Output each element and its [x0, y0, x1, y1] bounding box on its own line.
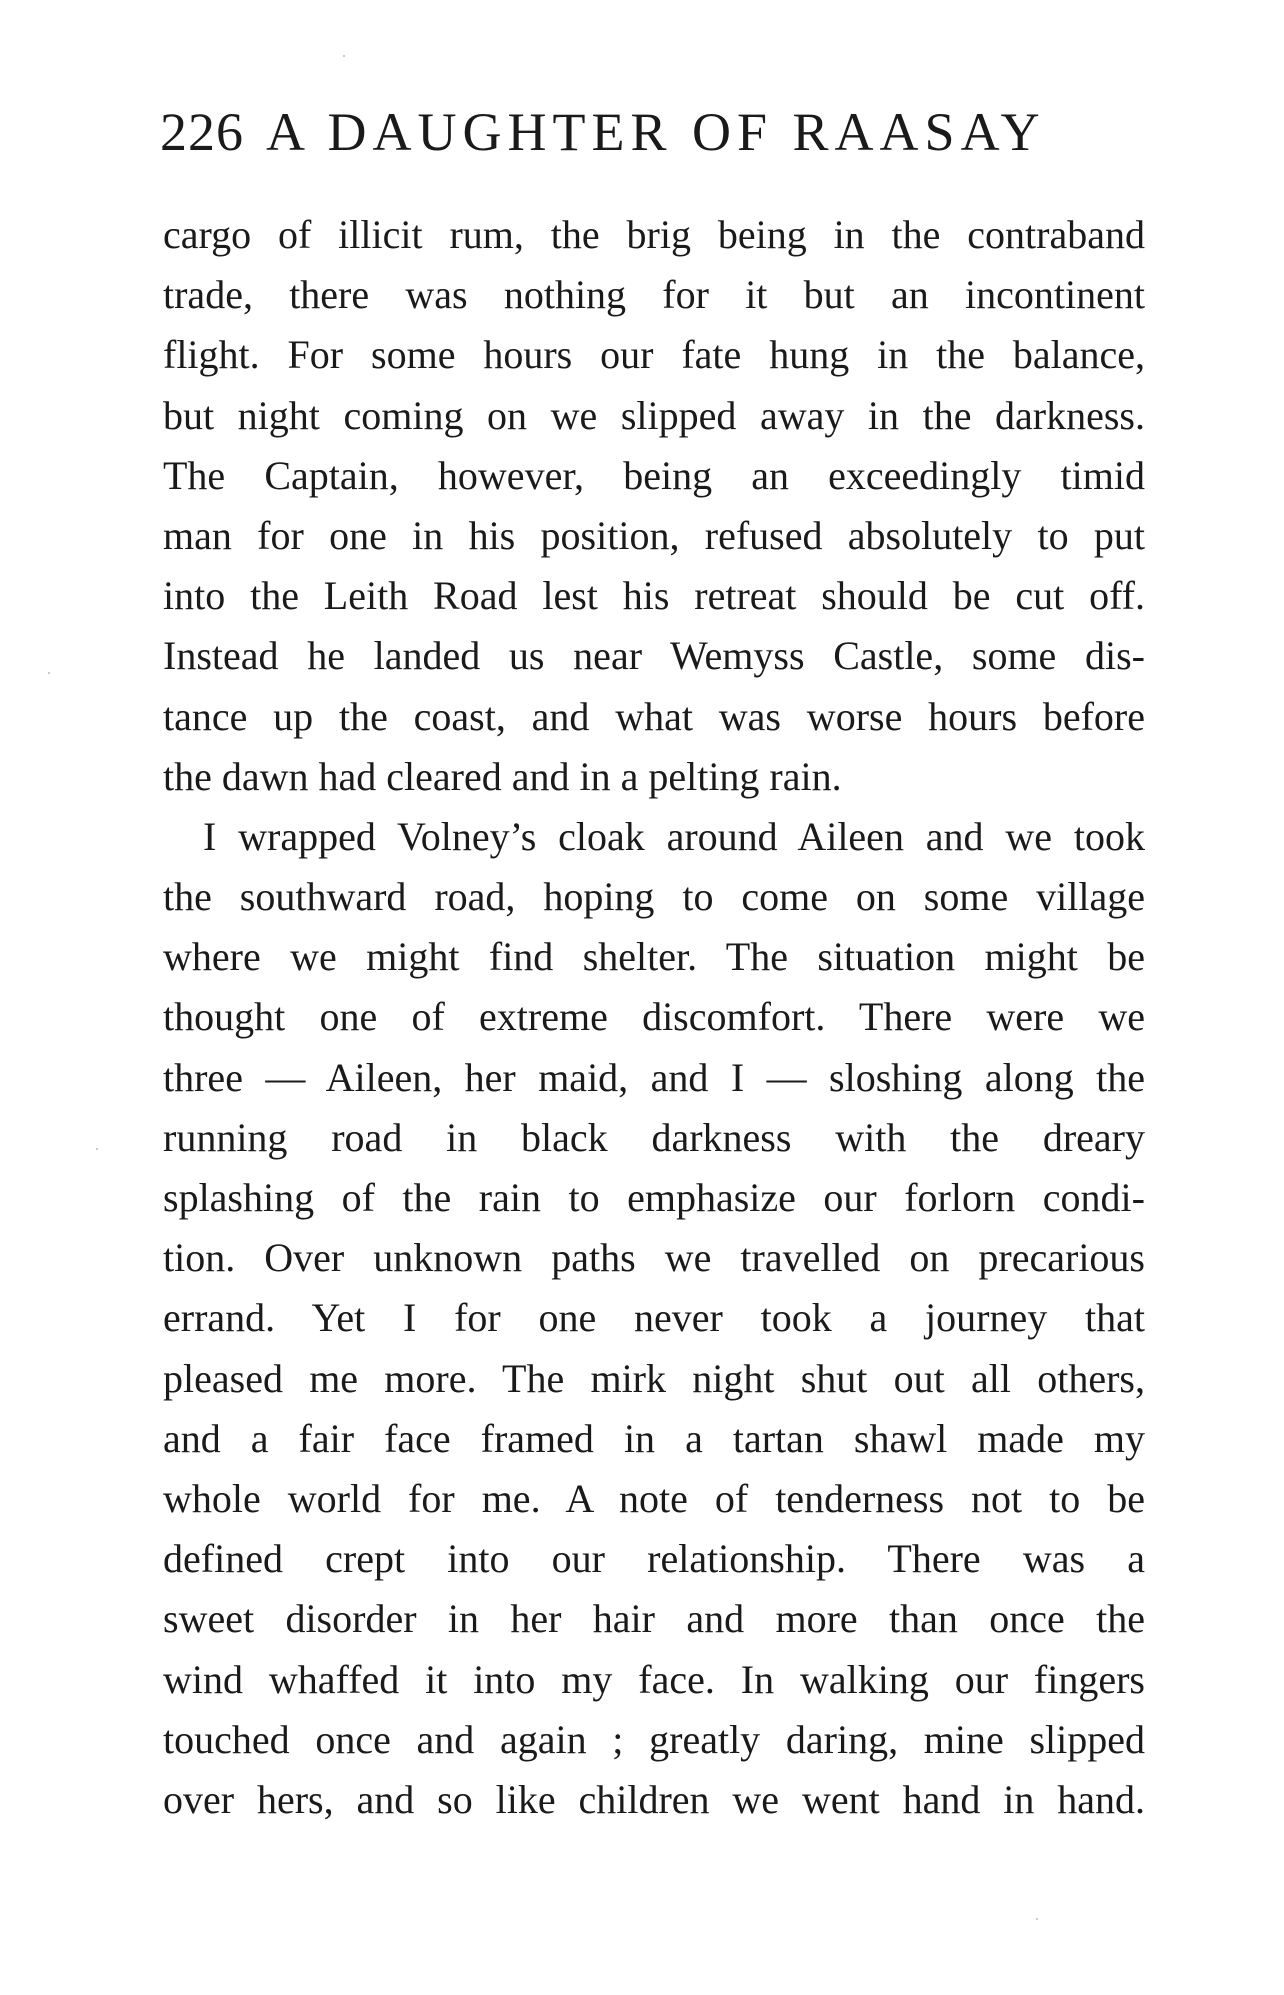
text-line: whole world for me. A note of tenderness not to be [163, 1475, 1145, 1521]
text-line: running road in black darkness with the dreary [163, 1114, 1145, 1160]
paragraph-2 [163, 807, 1145, 1830]
text-line: the southward road, hoping to come on some village [163, 874, 1145, 920]
text-line: flight. For some hours our fate hung in the balance, [163, 332, 1145, 378]
running-head [160, 102, 1120, 162]
scan-speck [96, 1148, 98, 1150]
text-line: touched once and again ; greatly daring, mine slipped [163, 1716, 1145, 1762]
text-line: The Captain, however, being an exceedingly timid [163, 452, 1145, 498]
text-line: into the Leith Road lest his retreat should be cut off. [163, 573, 1145, 619]
text-line: errand. Yet I for one never took a journey that [163, 1295, 1145, 1341]
scan-speck [343, 55, 345, 57]
body-text [163, 205, 1145, 1830]
text-line: where we might find shelter. The situation might be [163, 934, 1145, 980]
text-line: three — Aileen, her maid, and I — sloshing along the [163, 1054, 1145, 1100]
running-title: A DAUGHTER OF RAASAY [266, 102, 1046, 162]
text-line: wind whaffed it into my face. In walking our fingers [163, 1656, 1145, 1702]
page-number: 226 [160, 102, 244, 162]
paragraph-1 [163, 205, 1145, 807]
text-line: and a fair face framed in a tartan shawl made my [163, 1415, 1145, 1461]
text-line: sweet disorder in her hair and more than once the [163, 1596, 1145, 1642]
text-line: pleased me more. The mirk night shut out all others, [163, 1355, 1145, 1401]
text-line: man for one in his position, refused absolutely to put [163, 512, 1145, 558]
scan-speck [1036, 1918, 1038, 1920]
text-line: Instead he landed us near Wemyss Castle, some dis- [163, 633, 1145, 679]
scan-speck [48, 672, 50, 674]
text-line: tance up the coast, and what was worse hours before [163, 693, 1145, 739]
text-line: I wrapped Volney’s cloak around Aileen and we took [203, 813, 1145, 859]
text-line: over hers, and so like children we went hand in hand. [163, 1776, 1145, 1822]
text-line: cargo of illicit rum, the brig being in the contraband [163, 212, 1145, 257]
text-line: thought one of extreme discomfort. There were we [163, 994, 1145, 1040]
text-line: defined crept into our relationship. There was a [163, 1536, 1145, 1582]
text-line: but night coming on we slipped away in the darkness. [163, 392, 1145, 438]
text-line: tion. Over unknown paths we travelled on precarious [163, 1235, 1145, 1281]
text-line: the dawn had cleared and in a pelting rain. [163, 753, 842, 799]
text-line: splashing of the rain to emphasize our forlorn condi- [163, 1175, 1145, 1220]
text-line: trade, there was nothing for it but an incontinent [163, 272, 1145, 318]
